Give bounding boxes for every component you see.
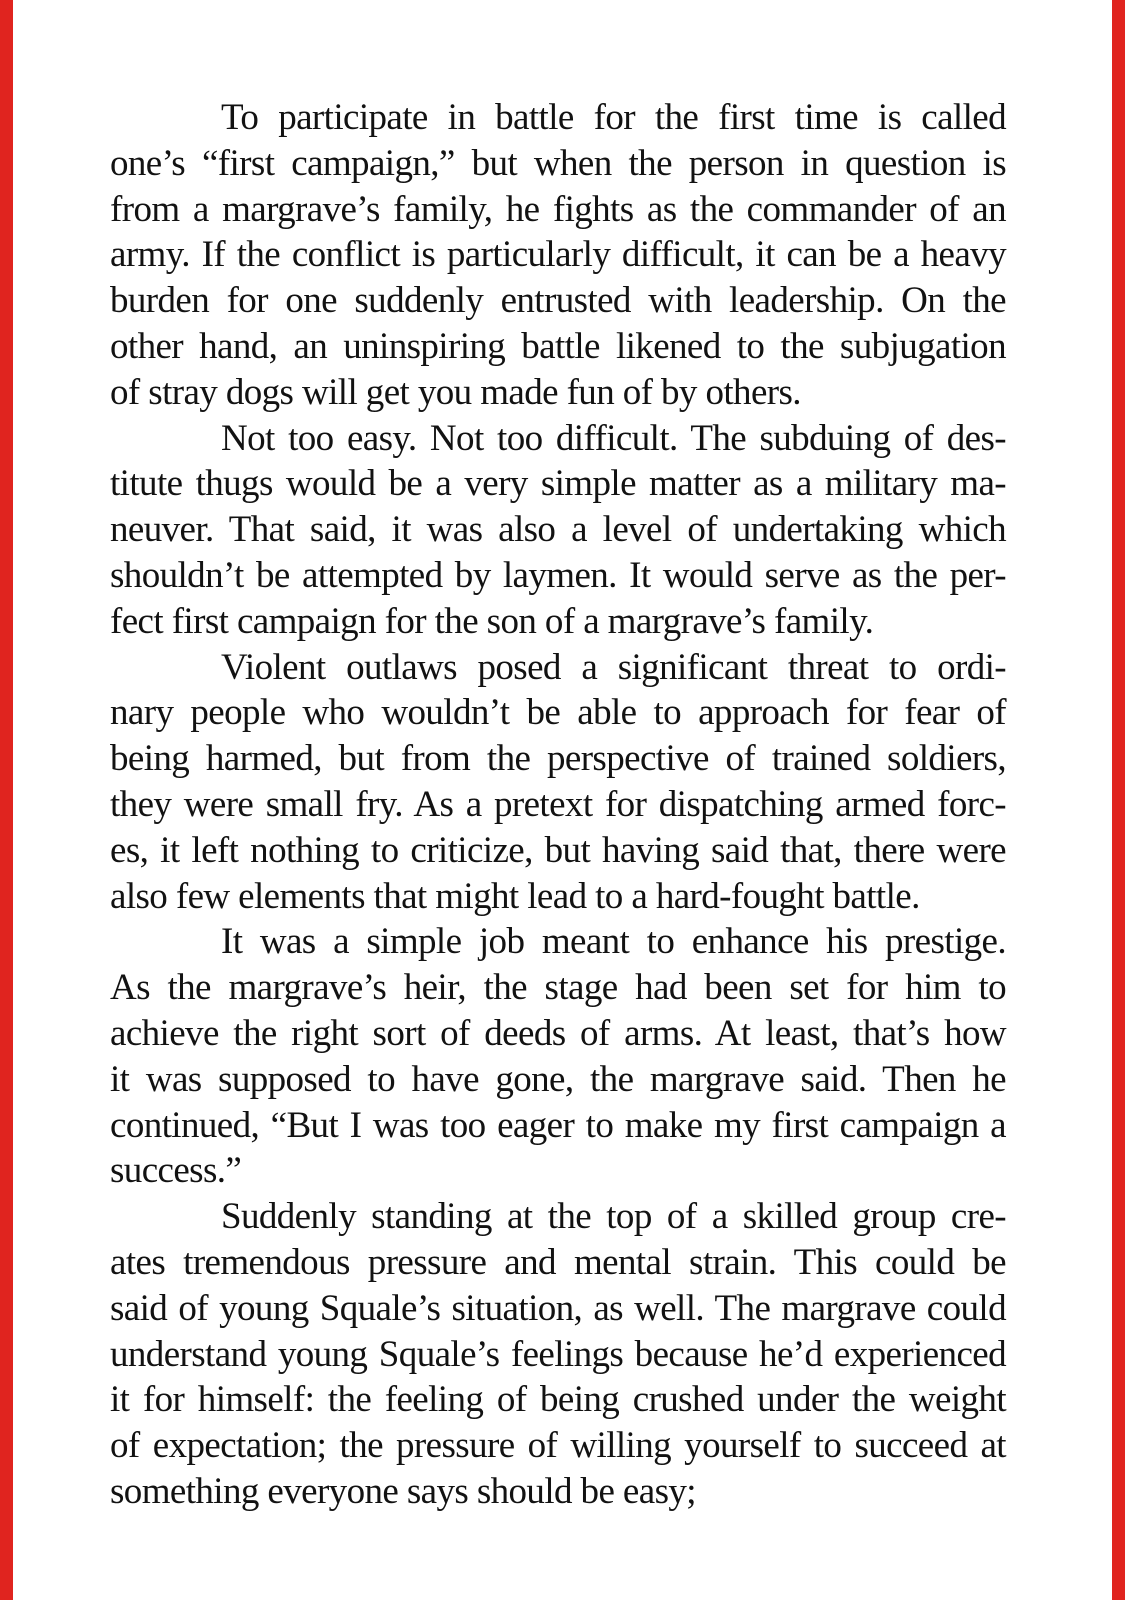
- page-text: [110, 95, 1006, 1515]
- text-line: To participate in battle for the first time is called: [221, 97, 1006, 138]
- text-line: titute thugs would be a very simple matter as a military ma-: [110, 463, 1006, 505]
- text-line: something everyone says should be easy;: [110, 1470, 696, 1512]
- paragraph: [110, 919, 1006, 1194]
- text-line: success.”: [110, 1150, 242, 1192]
- text-line: nary people who wouldn’t be able to approach for fear of: [110, 692, 1006, 734]
- paragraph: [110, 95, 1006, 416]
- text-line: burden for one suddenly entrusted with leadership. On the: [110, 280, 1006, 322]
- text-line: army. If the conflict is particularly difficult, it can be a heavy: [110, 234, 1006, 276]
- paragraph: [110, 645, 1006, 920]
- text-line: from a margrave’s family, he fights as the commander of an: [110, 188, 1006, 230]
- text-line: shouldn’t be attempted by laymen. It would serve as the per-: [110, 554, 1006, 596]
- text-line: Violent outlaws posed a significant threat to ordi-: [221, 646, 1006, 688]
- text-line: also few elements that might lead to a hard-fought battle.: [110, 875, 920, 917]
- text-line: It was a simple job meant to enhance his prestige.: [221, 921, 1006, 963]
- text-line: other hand, an uninspiring battle likened to the subjugation: [110, 325, 1006, 367]
- text-line: achieve the right sort of deeds of arms. At least, that’s how: [110, 1012, 1006, 1054]
- text-line: ates tremendous pressure and mental strain. This could be: [110, 1241, 1006, 1283]
- text-line: neuver. That said, it was also a level of undertaking which: [110, 509, 1006, 551]
- text-line: said of young Squale’s situation, as well. The margrave could: [110, 1287, 1006, 1329]
- text-line: of stray dogs will get you made fun of by others.: [110, 371, 801, 413]
- paragraph: [110, 1194, 1006, 1515]
- text-line: continued, “But I was too eager to make my first campaign a: [110, 1104, 1006, 1146]
- right-page-edge-stripe: [1112, 0, 1125, 1600]
- text-line: Not too easy. Not too difficult. The subduing of des-: [221, 417, 1006, 459]
- text-line: As the margrave’s heir, the stage had been set for him to: [110, 967, 1006, 1009]
- text-line: being harmed, but from the perspective of trained soldiers,: [110, 738, 1006, 780]
- left-page-edge-stripe: [0, 0, 13, 1600]
- text-line: they were small fry. As a pretext for dispatching armed forc-: [110, 783, 1006, 825]
- text-line: Suddenly standing at the top of a skilled group cre-: [221, 1196, 1006, 1238]
- paragraph: [110, 416, 1006, 645]
- text-line: it for himself: the feeling of being crushed under the weight: [110, 1379, 1006, 1421]
- text-line: es, it left nothing to criticize, but having said that, there were: [110, 829, 1006, 871]
- text-line: understand young Squale’s feelings because he’d experienced: [110, 1333, 1006, 1375]
- text-line: one’s “first campaign,” but when the person in question is: [110, 142, 1006, 184]
- text-line: fect first campaign for the son of a margrave’s family.: [110, 600, 874, 642]
- text-line: of expectation; the pressure of willing yourself to succeed at: [110, 1425, 1006, 1467]
- text-line: it was supposed to have gone, the margrave said. Then he: [110, 1058, 1006, 1100]
